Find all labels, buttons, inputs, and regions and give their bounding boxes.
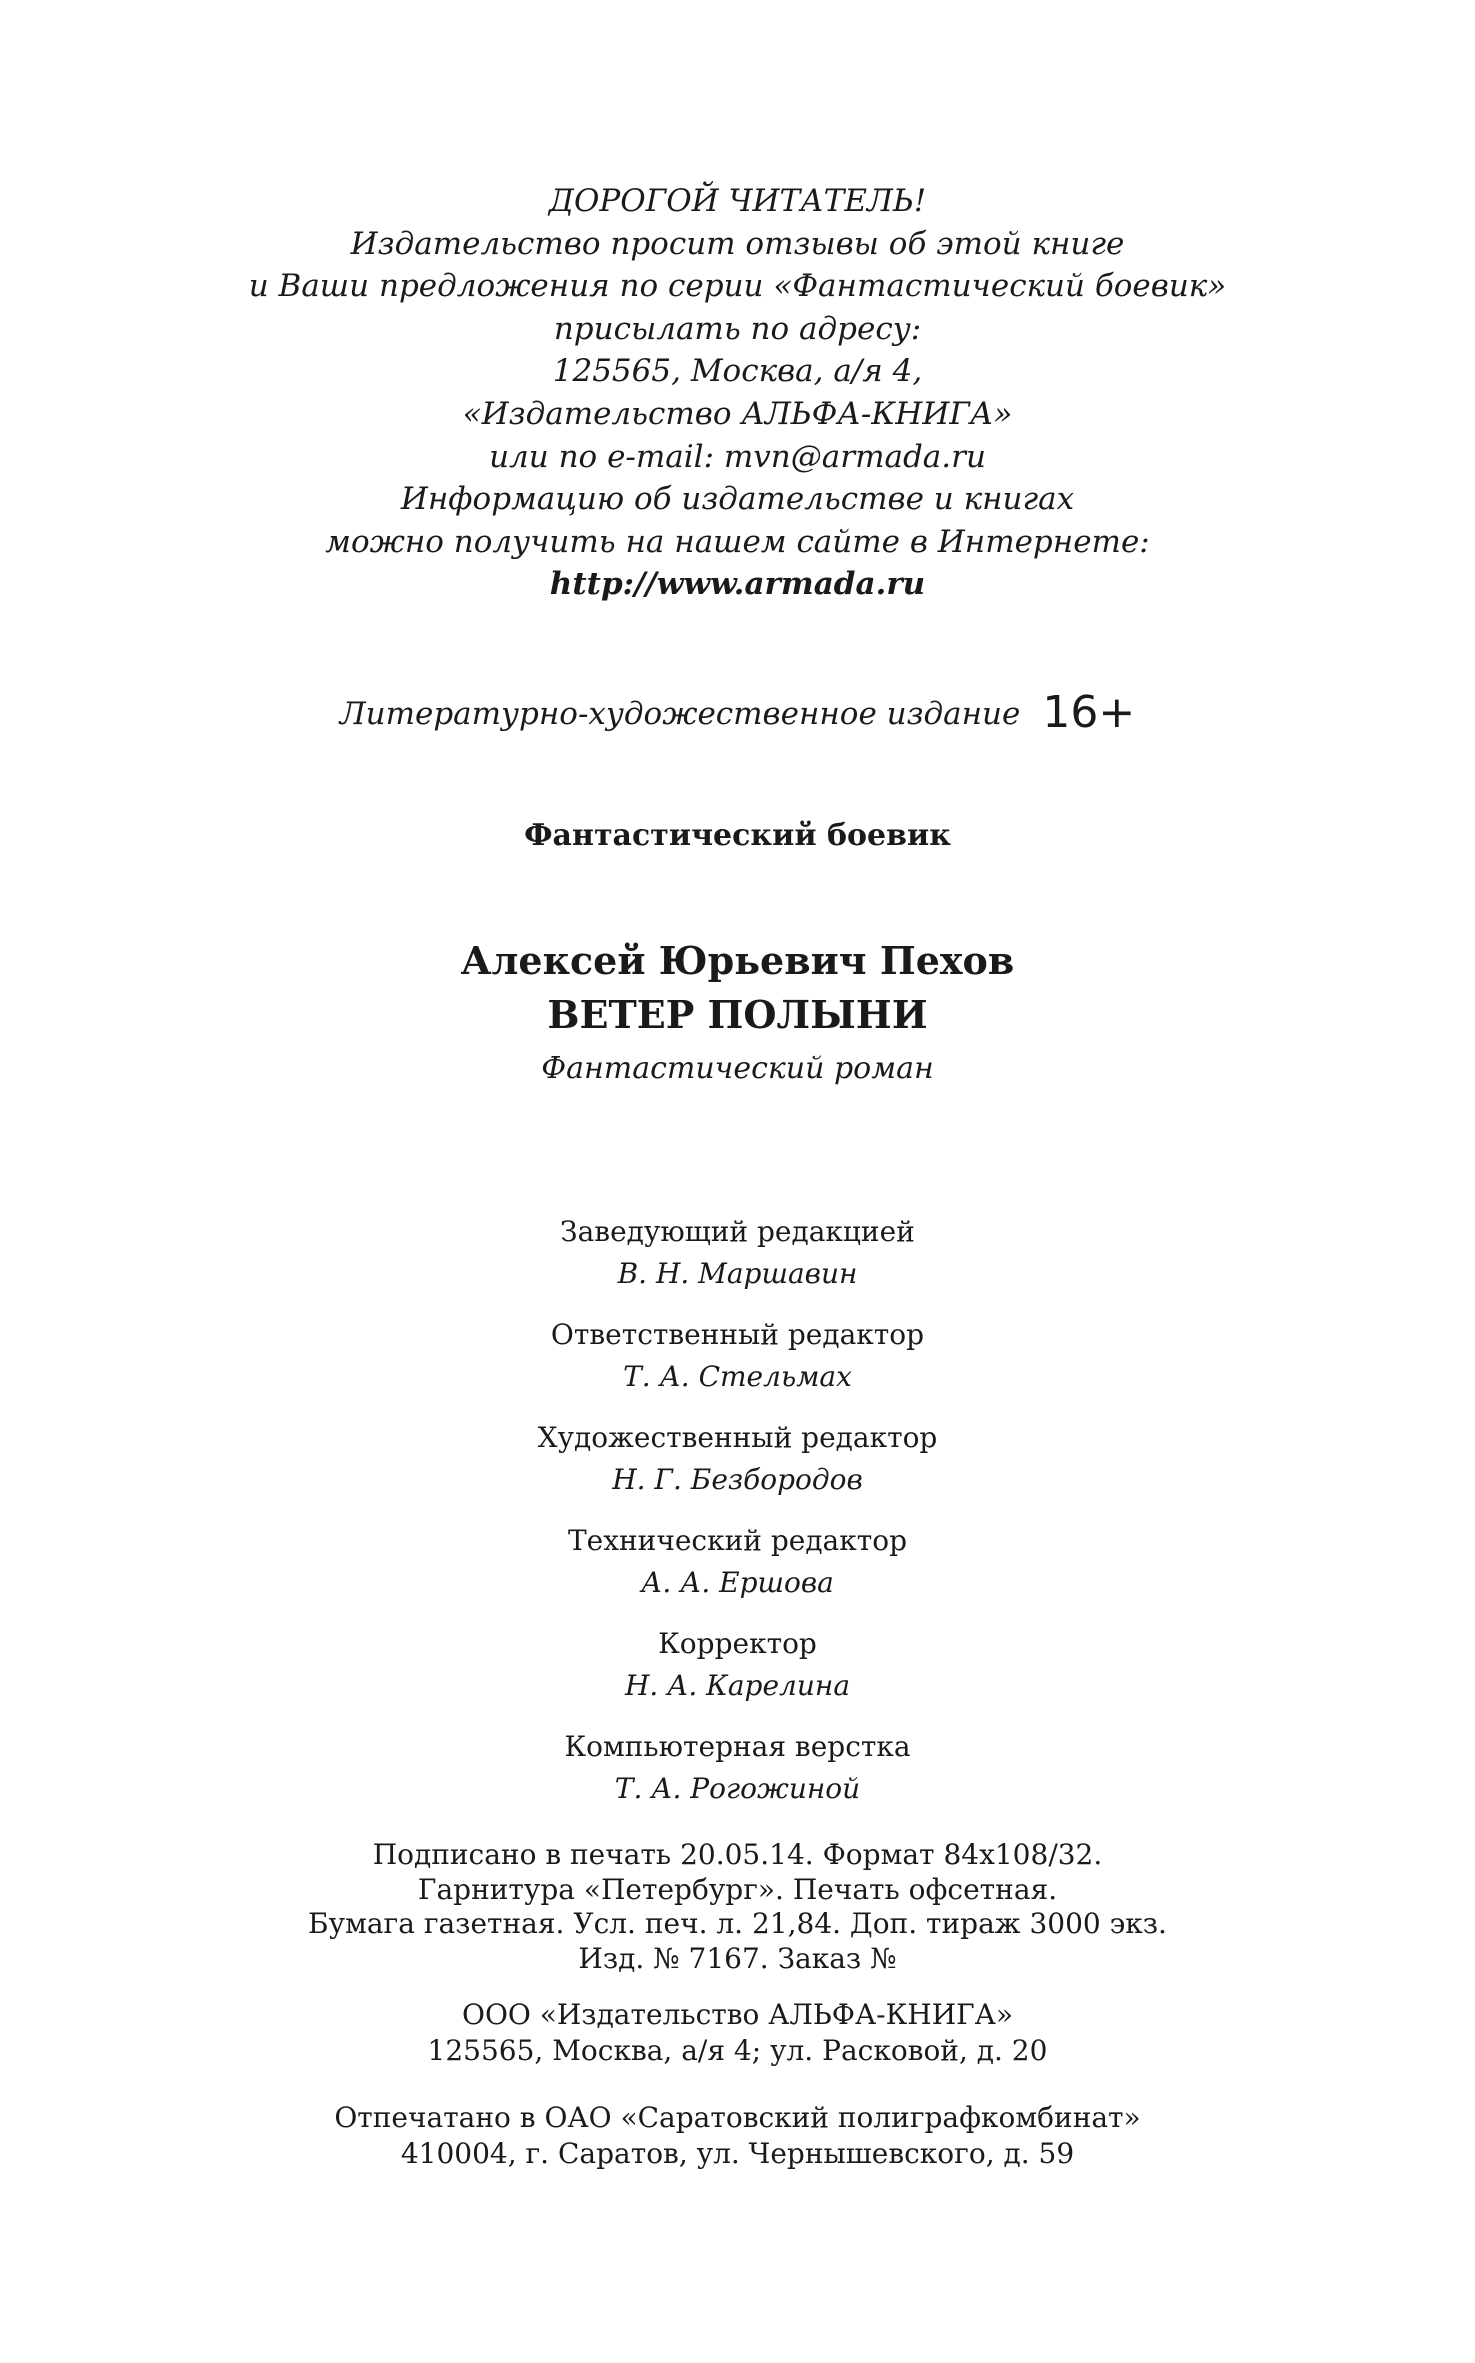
printer-info-line: Отпечатано в ОАО «Саратовский полиграфкомбинат» bbox=[334, 2101, 1141, 2134]
reader-appeal-line: Информацию об издательстве и книгах bbox=[400, 481, 1075, 518]
book-author: Алексей Юрьевич Пехов bbox=[460, 938, 1015, 983]
credits-list bbox=[0, 1211, 1475, 1829]
print-details-line: Подписано в печать 20.05.14. Формат 84x108/32. bbox=[372, 1838, 1103, 1871]
reader-appeal-line: присылать по адресу: bbox=[553, 310, 922, 347]
series-name: Фантастический боевик bbox=[524, 818, 951, 853]
edition-line bbox=[0, 688, 1475, 739]
credit-role: Технический редактор bbox=[567, 1524, 908, 1557]
credit-role: Корректор bbox=[658, 1627, 817, 1660]
printer-info bbox=[0, 2100, 1475, 2172]
publisher-address: 125565, Москва, а/я 4; ул. Расковой, д. 20 bbox=[427, 2034, 1048, 2067]
credit-role: Художественный редактор bbox=[537, 1421, 938, 1454]
book-genre: Фантастический роман bbox=[541, 1051, 934, 1086]
print-details-line: Изд. № 7167. Заказ № bbox=[578, 1941, 897, 1975]
website-link[interactable]: http://www.armada.ru bbox=[549, 566, 926, 603]
publisher-info bbox=[0, 1997, 1475, 2069]
reader-appeal-heading: ДОРОГОЙ ЧИТАТЕЛЬ! bbox=[548, 183, 927, 219]
credit-person: Т. А. Рогожиной bbox=[614, 1772, 861, 1805]
credit-person: Н. Г. Безбородов bbox=[612, 1463, 863, 1496]
print-details bbox=[0, 1838, 1475, 1976]
credit-item bbox=[0, 1314, 1475, 1398]
credit-person: Т. А. Стельмах bbox=[623, 1360, 852, 1393]
credit-person: Н. А. Карелина bbox=[624, 1669, 851, 1702]
reader-appeal bbox=[0, 180, 1475, 606]
postal-address: 125565, Москва, а/я 4, bbox=[552, 353, 923, 390]
credit-item bbox=[0, 1726, 1475, 1810]
credit-person: В. Н. Маршавин bbox=[617, 1257, 858, 1290]
age-rating-badge: 16+ bbox=[1042, 687, 1136, 738]
reader-appeal-line: и Ваши предложения по серии «Фантастический боевик» bbox=[248, 268, 1227, 305]
credit-item bbox=[0, 1623, 1475, 1707]
credit-person: А. А. Ершова bbox=[641, 1566, 834, 1599]
credit-role: Ответственный редактор bbox=[550, 1318, 925, 1351]
print-details-line: Гарнитура «Петербург». Печать офсетная. bbox=[417, 1872, 1058, 1906]
reader-appeal-line: можно получить на нашем сайте в Интернете: bbox=[325, 523, 1150, 560]
credit-item bbox=[0, 1417, 1475, 1501]
printer-address: 410004, г. Саратов, ул. Чернышевского, д. 59 bbox=[400, 2137, 1075, 2170]
book-title: ВЕТЕР ПОЛЫНИ bbox=[547, 992, 928, 1037]
print-details-line: Бумага газетная. Усл. печ. л. 21,84. Доп. тираж 3000 экз. bbox=[308, 1907, 1167, 1941]
publisher-name: «Издательство АЛЬФА-КНИГА» bbox=[462, 395, 1013, 432]
credit-role: Компьютерная верстка bbox=[564, 1730, 911, 1763]
email-line: или по e-mail: mvn@armada.ru bbox=[489, 438, 986, 475]
reader-appeal-line: Издательство просит отзывы об этой книге bbox=[350, 225, 1125, 262]
credit-item bbox=[0, 1211, 1475, 1295]
credit-role: Заведующий редакцией bbox=[560, 1215, 915, 1248]
publisher-info-line: ООО «Издательство АЛЬФА-КНИГА» bbox=[461, 1998, 1014, 2031]
edition-type: Литературно-художественное издание bbox=[339, 696, 1021, 732]
credit-item bbox=[0, 1520, 1475, 1604]
